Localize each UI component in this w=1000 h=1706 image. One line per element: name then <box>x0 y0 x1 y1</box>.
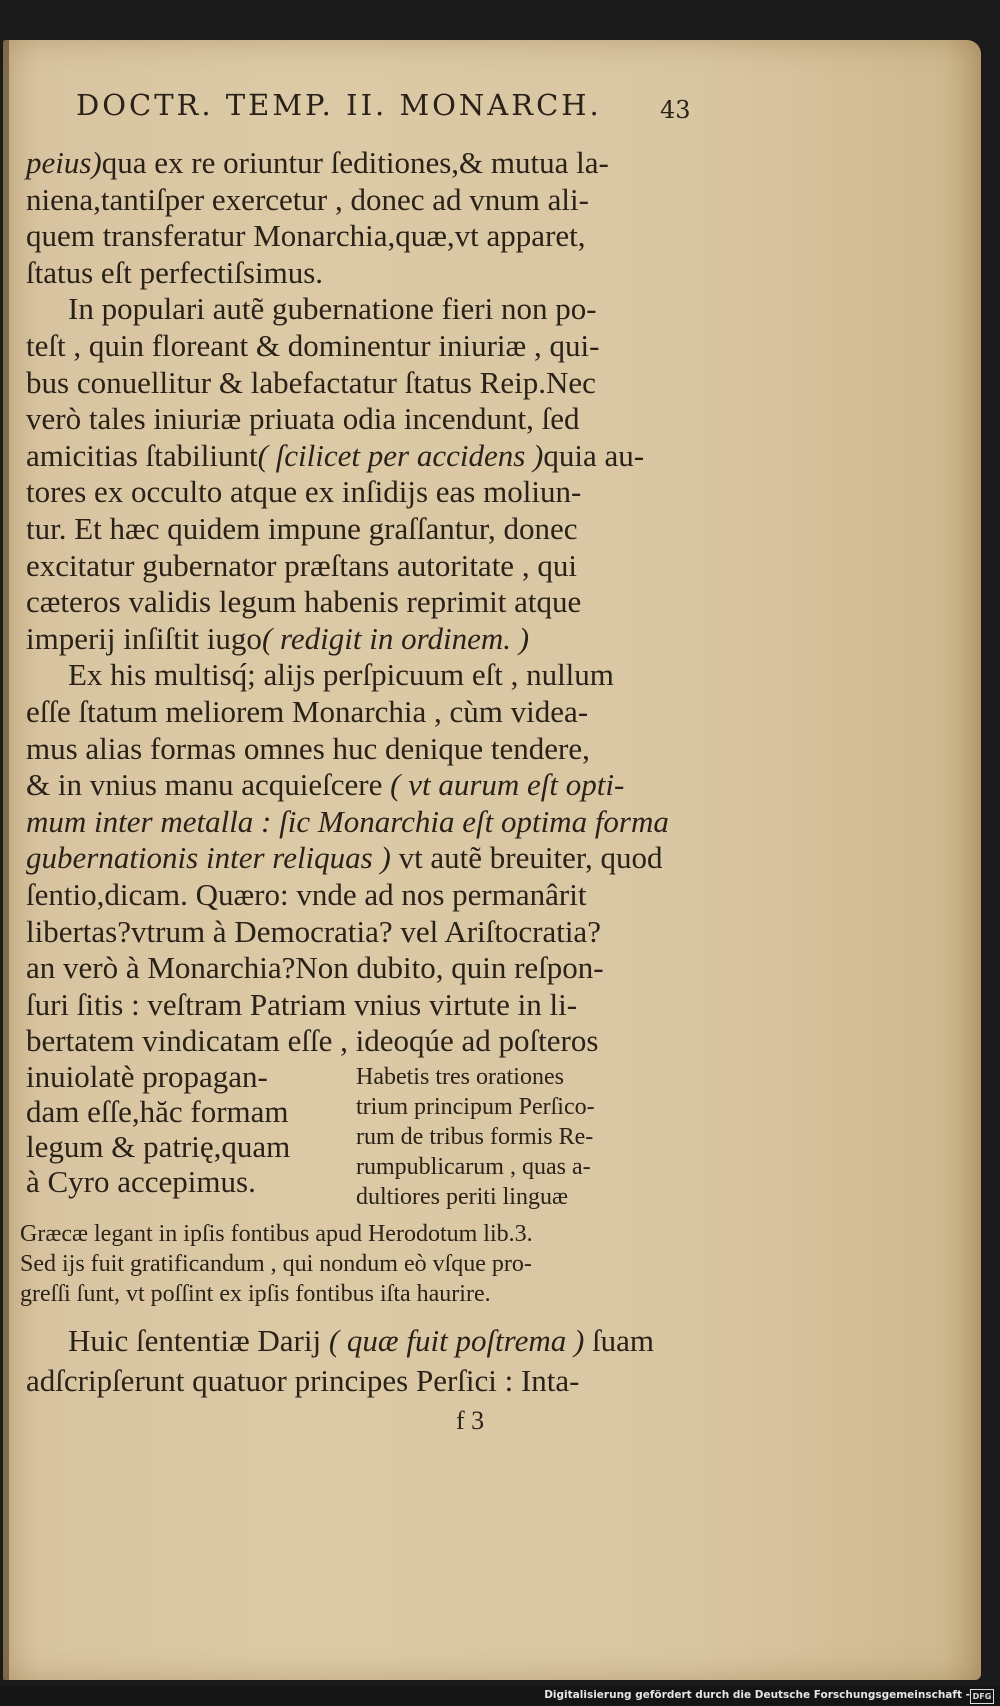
text-line <box>26 328 599 364</box>
text-line <box>26 548 577 584</box>
text-line <box>26 877 586 913</box>
text-line <box>26 145 609 181</box>
italic-gloss: gubernationis inter reliquas ) <box>26 840 391 876</box>
closing-line <box>26 1363 580 1399</box>
text-run: amicitias ſtabiliunt <box>26 437 258 473</box>
split-left-line: inuiolatè propagan- <box>26 1059 268 1094</box>
italic-gloss: ( redigit in ordinem. ) <box>261 620 530 656</box>
note-right-line: trium principum Perſico- <box>356 1094 595 1120</box>
text-run: quia au- <box>543 437 645 473</box>
note-right-line: Habetis tres orationes <box>356 1064 564 1090</box>
text-run: cæteros validis legum habenis reprimit atque <box>26 584 582 620</box>
text-run: eſſe ſtatum meliorem Monarchia , cùm videa- <box>26 694 589 729</box>
text-run: ſuam <box>584 1323 655 1358</box>
text-run: ſentio,dicam. Quæro: vnde ad nos permanârit <box>26 877 587 912</box>
text-line <box>26 511 577 547</box>
text-line <box>26 767 624 803</box>
text-run: bertatem vindicatam eſſe , ideoqúe ad poſteros <box>26 1023 599 1059</box>
text-line <box>68 657 614 693</box>
text-line <box>26 255 323 291</box>
split-left-line: à Cyro accepimus. <box>26 1164 256 1199</box>
text-run: vt autẽ breuiter, quod <box>390 840 663 876</box>
text-run: mus alias formas omnes huc denique tendere, <box>26 730 590 766</box>
split-left-line: legum & patrię,quam <box>26 1129 291 1164</box>
dfg-logo: DFG <box>970 1689 994 1704</box>
italic-gloss: mum inter metalla : ſic Monarchia eſt optima forma <box>26 803 669 839</box>
note-line: greſſi ſunt, vt poſſint ex ipſis fontibus iſta haurire. <box>20 1281 491 1307</box>
text-run: qua ex re oriuntur ſeditiones,& mutua la- <box>101 145 609 180</box>
note-right-line: dultiores periti linguæ <box>356 1184 568 1210</box>
text-line <box>26 1023 598 1059</box>
split-left-line: dam eſſe,hăc formam <box>26 1094 289 1129</box>
text-run: tores ex occulto atque ex inſidijs eas moliun- <box>26 474 582 510</box>
text-line <box>26 804 669 840</box>
text-line <box>26 987 577 1023</box>
text-line <box>26 731 590 767</box>
text-run: imperij inſiſtit iugo <box>26 620 262 656</box>
closing-line <box>68 1323 654 1359</box>
text-run: niena,tantiſper exercetur , donec ad vnum ali- <box>26 181 589 217</box>
page-gutter-shadow <box>3 40 9 1680</box>
text-line <box>68 291 597 327</box>
text-run: ſuri ſitis : veſtram Patriam vnius virtute in li- <box>26 986 578 1022</box>
text-run: libertas?vtrum à Democratia? vel Ariſtocratia? <box>26 913 601 949</box>
italic-gloss: ( vt aurum eſt opti- <box>390 767 625 803</box>
footer-credit: Digitalisierung gefördert durch die Deutsche Forschungsgemeinschaft - <box>544 1689 970 1701</box>
note-right-line: rum de tribus formis Re- <box>356 1124 594 1150</box>
text-line <box>26 694 588 730</box>
signature-mark: f 3 <box>456 1406 485 1435</box>
text-line <box>26 182 589 218</box>
text-run: adſcripſerunt quatuor principes Perſici : Inta- <box>26 1363 580 1398</box>
text-run: & in vnius manu acquieſcere <box>26 767 391 803</box>
note-line: Sed ijs fuit gratificandum , qui nondum eò vſque pro- <box>20 1251 532 1277</box>
running-head: DOCTR. TEMP. II. MONARCH. <box>76 88 602 122</box>
text-run: excitatur gubernator præſtans autoritate , qui <box>26 547 577 583</box>
text-run: tur. Et hæc quidem impune graſſantur, donec <box>26 511 578 546</box>
italic-gloss: ( quæ fuit poſtrema ) <box>328 1323 585 1358</box>
text-line <box>26 584 581 620</box>
note-right-line: rumpublicarum , quas a- <box>356 1154 591 1180</box>
text-line <box>26 218 586 254</box>
text-line <box>26 438 644 474</box>
text-line <box>26 365 596 401</box>
text-line <box>26 401 580 437</box>
text-line <box>26 840 662 876</box>
text-line <box>26 621 529 657</box>
note-line: Græcæ legant in ipſis fontibus apud Herodotum lib.3. <box>20 1221 533 1247</box>
text-run: teſt , quin floreant & dominentur iniuriæ , qui- <box>26 328 600 363</box>
text-line <box>26 474 581 510</box>
italic-gloss: peius) <box>26 145 102 180</box>
text-line <box>26 950 604 986</box>
italic-gloss: ( ſcilicet per accidens ) <box>257 437 544 473</box>
text-run: quem transferatur Monarchia,quæ,vt apparet, <box>26 218 586 254</box>
text-run: ſtatus eſt perfectiſsimus. <box>26 254 324 290</box>
text-run: verò tales iniuriæ priuata odia incendunt, ſed <box>26 401 580 437</box>
text-run: bus conuellitur & labefactatur ſtatus Reip.Nec <box>26 364 596 400</box>
text-run: Ex his multisq́; alijs perſpicuum eſt , nullum <box>68 657 614 693</box>
text-line <box>26 914 601 950</box>
text-run: an verò à Monarchia?Non dubito, quin reſpon- <box>26 950 604 986</box>
text-run: In populari autẽ gubernatione fieri non po- <box>68 291 597 327</box>
page-number: 43 <box>660 96 691 124</box>
text-run: Huic ſententiæ Darij <box>68 1323 329 1358</box>
